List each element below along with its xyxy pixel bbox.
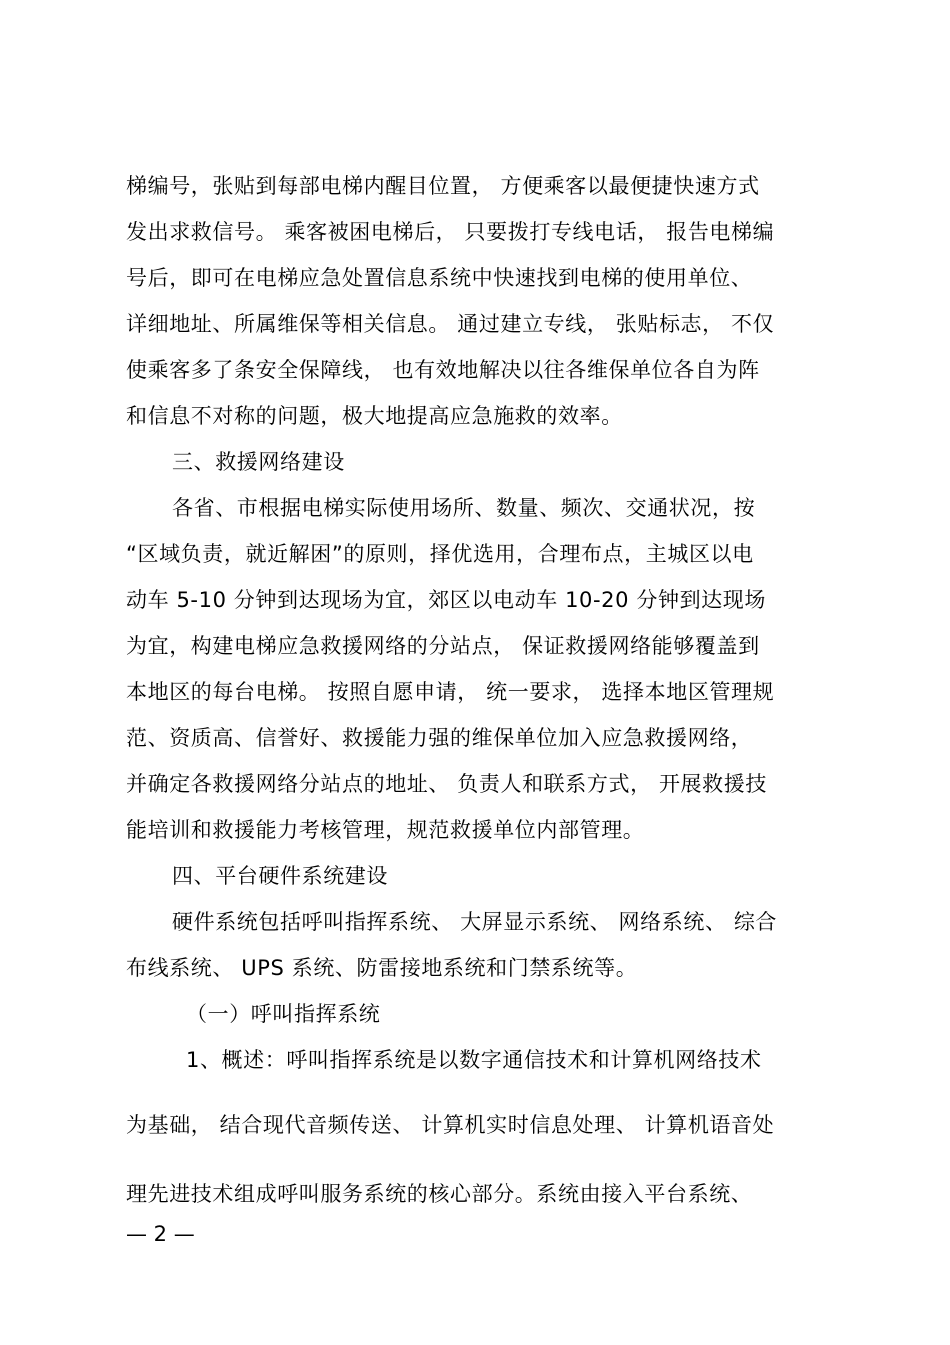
text-line: 动车 5-10 分钟到达现场为宜，郊区以电动车 10-20 分钟到达现场 bbox=[126, 588, 766, 612]
text-line: 发出求救信号。 乘客被困电梯后， 只要拨打专线电话， 报告电梯编 bbox=[126, 220, 775, 244]
text-line: 为基础， 结合现代音频传送、 计算机实时信息处理、 计算机语音处 bbox=[126, 1113, 775, 1137]
text-line: 并确定各救援网络分站点的地址、 负责人和联系方式， 开展救援技 bbox=[126, 772, 767, 796]
text-line: 布线系统、 UPS 系统、防雷接地系统和门禁系统等。 bbox=[126, 956, 638, 980]
text-line: 使乘客多了条安全保障线， 也有效地解决以往各维保单位各自为阵 bbox=[126, 358, 760, 382]
text-line: “区域负责，就近解困”的原则，择优选用，合理布点，主城区以电 bbox=[126, 542, 754, 566]
text-line: 为宜，构建电梯应急救援网络的分站点， 保证救援网络能够覆盖到 bbox=[126, 634, 760, 658]
section-heading: 三、救援网络建设 bbox=[172, 450, 345, 474]
text-line: 梯编号，张贴到每部电梯内醒目位置， 方便乘客以最便捷快速方式 bbox=[126, 174, 760, 198]
text-line: 详细地址、所属维保等相关信息。 通过建立专线， 张贴标志， 不仅 bbox=[126, 312, 775, 336]
section-heading: 四、平台硬件系统建设 bbox=[172, 864, 388, 888]
text-line: 范、资质高、信誉好、救援能力强的维保单位加入应急救援网络， bbox=[126, 726, 753, 750]
text-line: 硬件系统包括呼叫指挥系统、 大屏显示系统、 网络系统、 综合 bbox=[172, 910, 778, 934]
text-line: 号后，即可在电梯应急处置信息系统中快速找到电梯的使用单位、 bbox=[126, 266, 753, 290]
text-line: 和信息不对称的问题，极大地提高应急施救的效率。 bbox=[126, 404, 623, 428]
text-line: 能培训和救援能力考核管理，规范救援单位内部管理。 bbox=[126, 818, 645, 842]
subsection-heading: （一）呼叫指挥系统 bbox=[186, 1002, 381, 1026]
page-number: — 2 — bbox=[126, 1222, 195, 1246]
text-line: 本地区的每台电梯。 按照自愿申请， 统一要求， 选择本地区管理规 bbox=[126, 680, 775, 704]
text-line: 理先进技术组成呼叫服务系统的核心部分。系统由接入平台系统、 bbox=[126, 1182, 753, 1206]
text-line: 各省、市根据电梯实际使用场所、数量、频次、交通状况，按 bbox=[172, 496, 756, 520]
text-line: 1、概述：呼叫指挥系统是以数字通信技术和计算机网络技术 bbox=[186, 1048, 762, 1072]
